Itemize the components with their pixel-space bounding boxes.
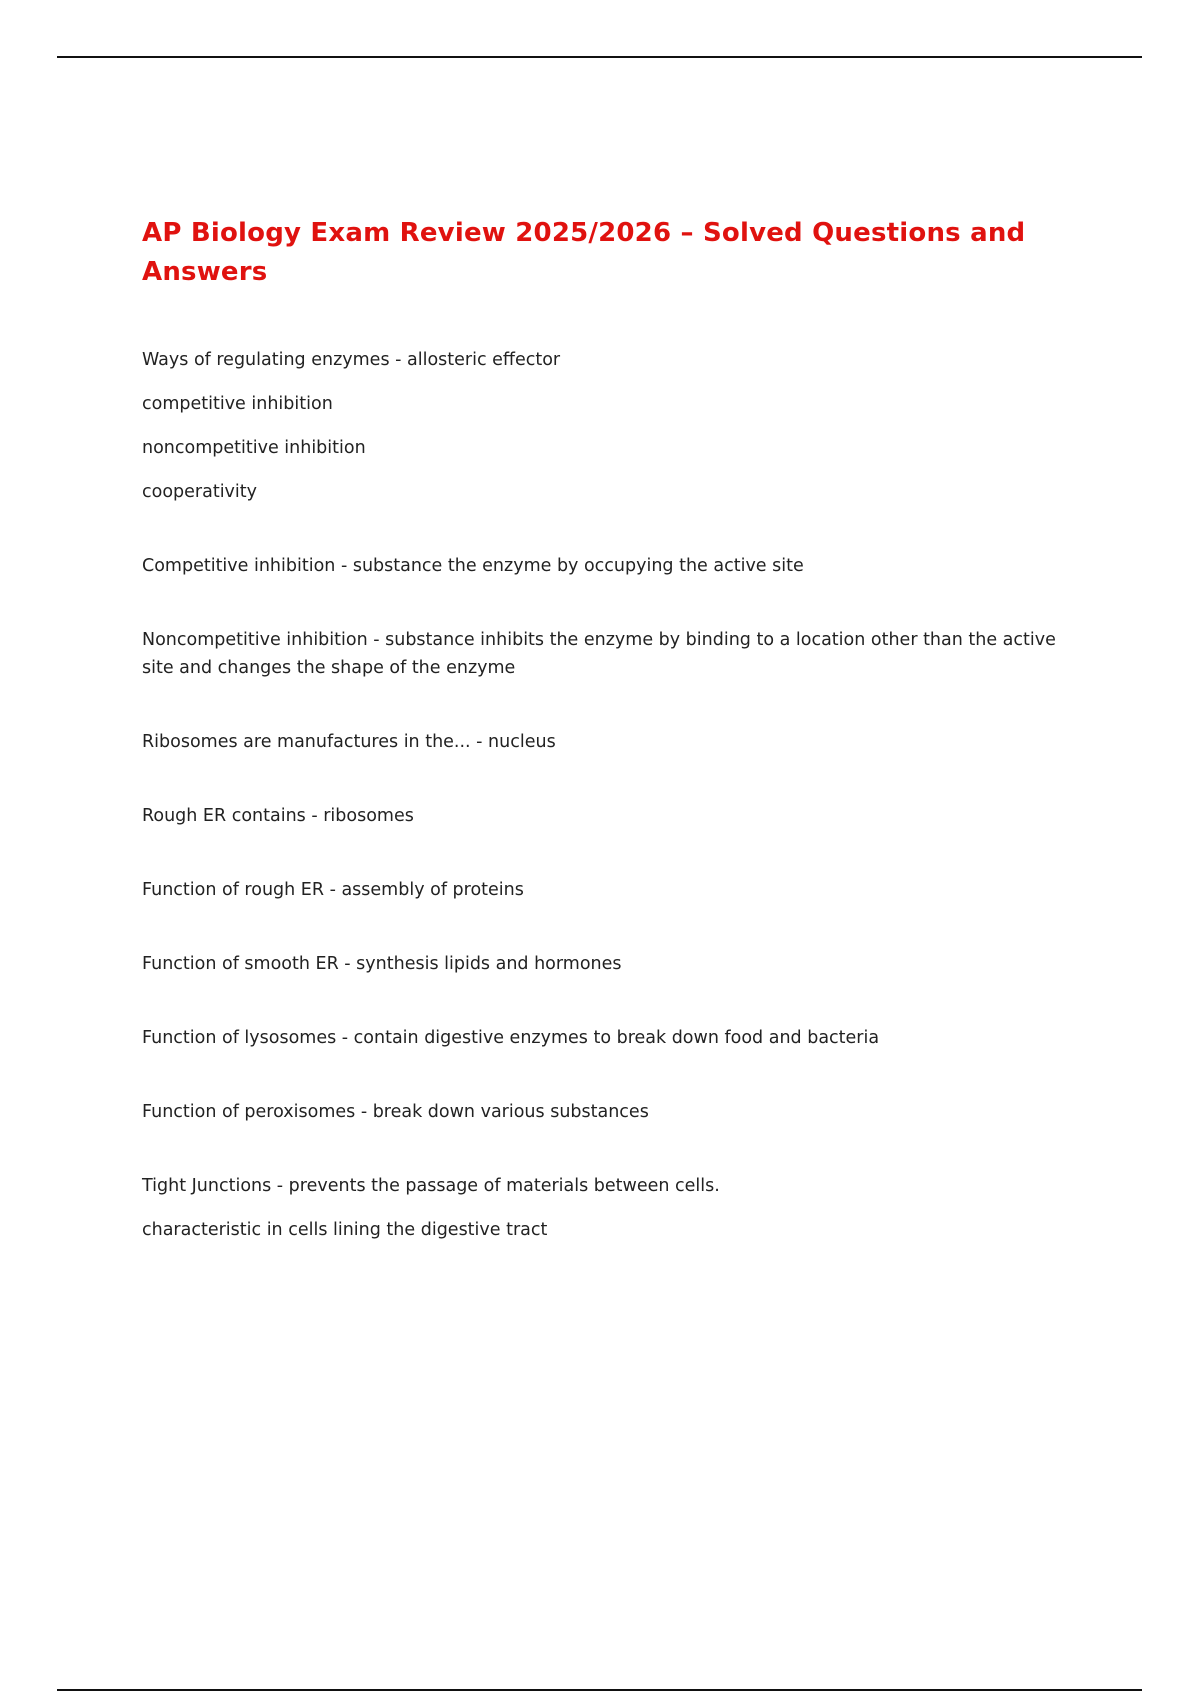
qa-line: Rough ER contains - ribosomes bbox=[142, 806, 414, 826]
qa-list bbox=[142, 346, 1082, 1244]
bottom-divider bbox=[57, 1689, 1142, 1691]
qa-entry bbox=[142, 346, 1082, 506]
qa-line: Tight Junctions - prevents the passage of materials between cells. bbox=[142, 1176, 720, 1196]
qa-line: Ribosomes are manufactures in the... - nucleus bbox=[142, 732, 556, 752]
qa-entry bbox=[142, 552, 1082, 580]
qa-entry bbox=[142, 1172, 1082, 1244]
qa-line: Competitive inhibition - substance the enzyme by occupying the active site bbox=[142, 556, 804, 576]
qa-line: Ways of regulating enzymes - allosteric effector bbox=[142, 350, 561, 370]
qa-line: Function of smooth ER - synthesis lipids and hormones bbox=[142, 954, 622, 974]
qa-entry bbox=[142, 728, 1082, 756]
qa-entry bbox=[142, 1024, 1082, 1052]
qa-entry bbox=[142, 802, 1082, 830]
qa-entry bbox=[142, 876, 1082, 904]
qa-line: cooperativity bbox=[142, 482, 257, 502]
qa-entry bbox=[142, 1098, 1082, 1126]
qa-line: Noncompetitive inhibition - substance inhibits the enzyme by binding to a location other than the active site and changes the shape of the enzyme bbox=[142, 630, 1056, 678]
qa-line: noncompetitive inhibition bbox=[142, 438, 366, 458]
qa-entry bbox=[142, 950, 1082, 978]
qa-line: Function of peroxisomes - break down various substances bbox=[142, 1102, 649, 1122]
top-divider bbox=[57, 56, 1142, 58]
qa-line: Function of rough ER - assembly of proteins bbox=[142, 880, 524, 900]
qa-line: Function of lysosomes - contain digestive enzymes to break down food and bacteria bbox=[142, 1028, 880, 1048]
document-body bbox=[142, 214, 1082, 1260]
qa-entry bbox=[142, 626, 1082, 682]
qa-line: characteristic in cells lining the digestive tract bbox=[142, 1220, 548, 1240]
qa-line: competitive inhibition bbox=[142, 394, 333, 414]
document-title: AP Biology Exam Review 2025/2026 – Solved Questions and Answers bbox=[142, 218, 1026, 287]
